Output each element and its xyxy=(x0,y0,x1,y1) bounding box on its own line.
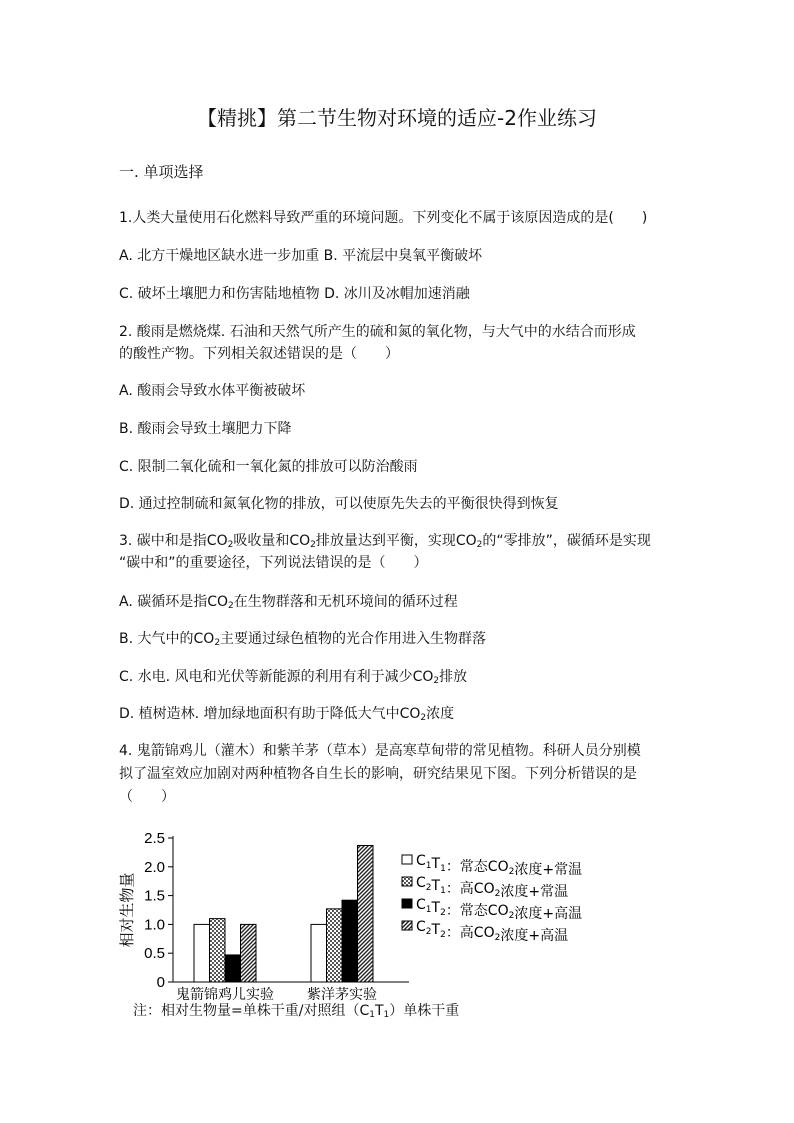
q2-option-d: D. 通过控制硫和氮氧化物的排放，可以使原先失去的平衡很快得到恢复 xyxy=(119,496,559,512)
q2-stem-line2: 的酸性产物。下列相关叙述错误的是（ ） xyxy=(119,346,399,362)
legend-entry: $C_2T_1$：高$CO_2$浓度+常温 xyxy=(416,875,569,900)
biomass-bar-chart-svg xyxy=(116,826,616,1002)
bar-2-4 xyxy=(358,845,374,982)
q2-option-c: C. 限制二氧化硫和一氧化氮的排放可以防治酸雨 xyxy=(119,459,418,475)
q4-stem-line1: 4. 鬼箭锦鸡儿（灌木）和紫羊茅（草本）是高寒草甸带的常见植物。科研人员分别模 xyxy=(119,743,641,759)
q3-option-a: A. 碳循环是指$CO_2$在生物群落和无机环境间的循环过程 xyxy=(119,594,458,611)
y-tick-label: 1.5 xyxy=(144,887,165,905)
section-heading: 一. 单项选择 xyxy=(119,163,204,181)
q2-option-a: A. 酸雨会导致水体平衡被破坏 xyxy=(119,383,306,399)
q3-option-d: D. 植树造林. 增加绿地面积有助于降低大气中$CO_2$浓度 xyxy=(119,706,455,723)
legend-swatch xyxy=(402,921,412,930)
x-category-label: 鬼箭锦鸡儿实验 xyxy=(176,987,274,1002)
bar-1-2 xyxy=(210,919,226,982)
legend-swatch xyxy=(402,899,412,908)
biomass-chart xyxy=(116,826,616,1006)
q1-stem: 1.人类大量使用石化燃料导致严重的环境问题。下列变化不属于该原因造成的是( ) xyxy=(119,210,648,226)
q3-option-c: C. 水电. 风电和光伏等新能源的利用有利于减少$CO_2$排放 xyxy=(119,669,468,686)
bar-2-2 xyxy=(327,909,343,982)
bar-1-1 xyxy=(194,924,210,982)
legend-entry: $C_1T_1$：常态$CO_2$浓度+常温 xyxy=(416,853,583,878)
y-tick-label: 0.5 xyxy=(144,945,165,963)
q2-option-b: B. 酸雨会导致土壤肥力下降 xyxy=(119,421,292,437)
q1-options-ab: A. 北方干燥地区缺水进一步加重 B. 平流层中臭氧平衡破坏 xyxy=(119,248,483,264)
q1-options-cd: C. 破坏土壤肥力和伤害陆地植物 D. 冰川及冰帽加速消融 xyxy=(119,286,470,302)
y-tick-label: 1.0 xyxy=(144,916,165,934)
q2-stem-line1: 2. 酸雨是燃烧煤. 石油和天然气所产生的硫和氮的氧化物，与大气中的水结合而形成 xyxy=(119,324,636,340)
q4-stem-line2: 拟了温室效应加剧对两种植物各自生长的影响，研究结果见下图。下列分析错误的是 xyxy=(119,766,637,782)
page-title: 【精挑】第二节生物对环境的适应-2作业练习 xyxy=(197,106,597,130)
y-tick-label: 2.5 xyxy=(144,830,165,847)
y-tick-label: 2.0 xyxy=(144,858,165,876)
bar-2-3 xyxy=(342,900,358,982)
legend-swatch xyxy=(402,877,412,886)
x-category-label: 紫洋茅实验 xyxy=(307,987,377,1002)
q3-option-b: B. 大气中的$CO_2$主要通过绿色植物的光合作用进入生物群落 xyxy=(119,631,487,648)
legend-entry: $C_1T_2$：常态$CO_2$浓度+高温 xyxy=(416,897,583,922)
bar-1-3 xyxy=(225,955,241,982)
y-axis-label: 相对生物量 xyxy=(118,872,136,948)
q4-stem-line3: （ ） xyxy=(119,789,175,805)
bar-1-4 xyxy=(241,924,257,982)
q3-stem-line2: “碳中和”的重要途径，下列说法错误的是（ ） xyxy=(119,555,428,571)
chart-note: 注：相对生物量=单株干重/对照组$(C_1T_1)$单株干重 xyxy=(133,1003,460,1020)
bar-2-1 xyxy=(311,924,327,982)
legend-entry: $C_2T_2$：高$CO_2$浓度+高温 xyxy=(416,919,569,944)
q3-stem-line1: 3. 碳中和是指$CO_2$吸收量和$CO_2$排放量达到平衡，实现$CO_2$的“零排放”，碳循环是实现 xyxy=(119,533,651,550)
y-tick-label: 0 xyxy=(156,974,165,991)
legend-swatch xyxy=(402,855,412,864)
